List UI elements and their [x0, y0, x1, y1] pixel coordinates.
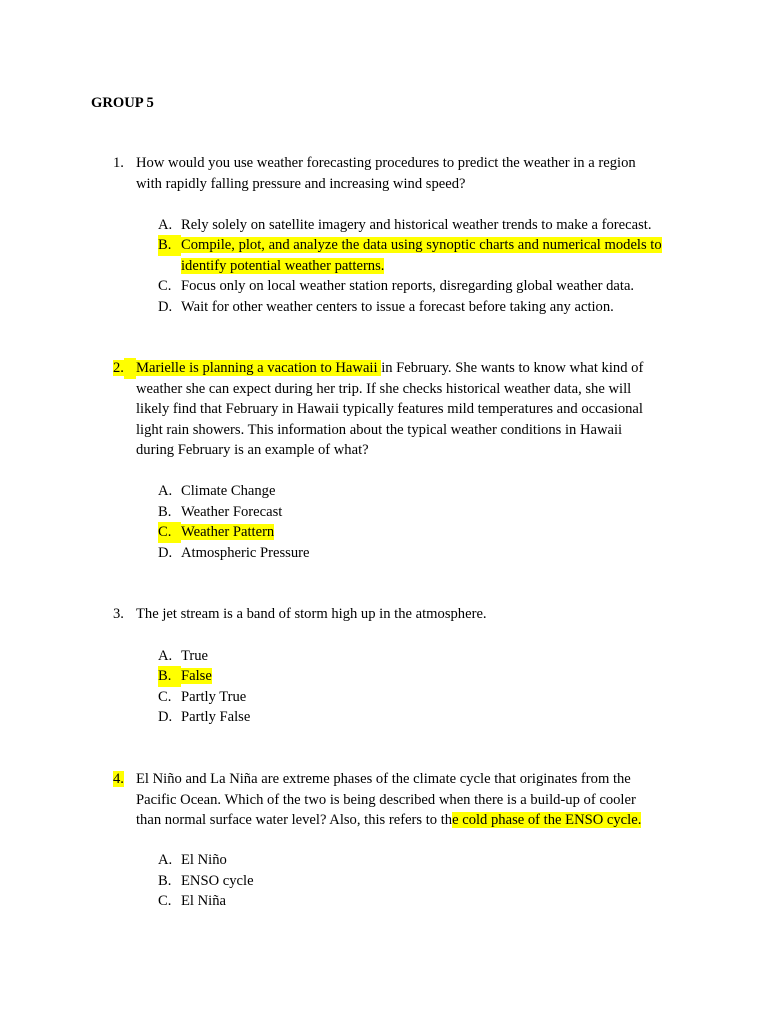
- option-text: El Niña: [181, 893, 226, 909]
- option-letter: A.: [158, 217, 173, 233]
- question-1-number: 1.: [113, 155, 124, 171]
- question-3-line-1: The jet stream is a band of storm high up in the atmosphere.: [136, 606, 487, 622]
- option-text: False: [181, 668, 212, 684]
- question-4-option-c: [158, 891, 226, 912]
- option-text: ENSO cycle: [181, 873, 254, 889]
- option-letter: C.: [158, 278, 172, 294]
- question-4-line-2: Pacific Ocean. Which of the two is being described when there is a build-up of cooler: [136, 791, 636, 808]
- option-text: Focus only on local weather station reports, disregarding global weather data.: [181, 278, 635, 294]
- option-letter: D.: [158, 545, 173, 561]
- question-3-text: [136, 604, 696, 625]
- question-4-highlight: e cold phase of the ENSO cycle.: [452, 812, 642, 829]
- question-4-line-3: than normal surface water level? Also, this refers to the cold phase of the ENSO cycle.: [136, 812, 642, 829]
- option-letter: D.: [158, 709, 173, 725]
- question-4-text: [136, 769, 696, 831]
- question-2-option-b: [158, 502, 282, 523]
- question-1-text: [136, 153, 696, 194]
- question-1-option-c: [158, 276, 634, 297]
- question-3-option-d: [158, 707, 250, 728]
- option-letter: C.: [158, 522, 181, 543]
- question-2-option-d: [158, 543, 309, 564]
- option-letter: B.: [158, 235, 181, 256]
- question-2-number: 2.: [113, 358, 136, 379]
- option-text: Weather Pattern: [181, 524, 275, 540]
- question-1-option-a: [158, 215, 652, 236]
- question-4-option-a: [158, 850, 227, 871]
- option-text: Partly False: [181, 709, 251, 725]
- question-2-line-5: during February is an example of what?: [136, 442, 369, 459]
- question-3-option-a: [158, 646, 208, 667]
- option-line-1: Compile, plot, and analyze the data using synoptic charts and numerical models to: [181, 237, 662, 253]
- option-text: El Niño: [181, 852, 227, 868]
- question-2-highlight: Marielle is planning a vacation to Hawaii: [136, 360, 382, 376]
- option-letter: C.: [158, 689, 172, 705]
- option-text: [181, 235, 698, 276]
- option-letter: A.: [158, 648, 173, 664]
- option-letter: A.: [158, 483, 173, 499]
- question-1-line-1: How would you use weather forecasting procedures to predict the weather in a region: [136, 155, 636, 171]
- option-letter: B.: [158, 666, 181, 687]
- question-2-line-4: light rain showers. This information about the typical weather conditions in Hawaii: [136, 421, 623, 438]
- option-letter: A.: [158, 852, 173, 868]
- option-text: Weather Forecast: [181, 504, 283, 520]
- question-1-line-2: with rapidly falling pressure and increasing wind speed?: [136, 175, 466, 192]
- option-letter: B.: [158, 873, 172, 889]
- option-letter: D.: [158, 299, 173, 315]
- question-3-number: 3.: [113, 606, 124, 622]
- question-4-line-1: El Niño and La Niña are extreme phases of the climate cycle that originates from the: [136, 771, 631, 787]
- question-1-option-d: [158, 297, 614, 318]
- option-text: Wait for other weather centers to issue a forecast before taking any action.: [181, 299, 614, 315]
- option-text: Rely solely on satellite imagery and historical weather trends to make a forecast.: [181, 217, 652, 233]
- question-2-line-3: likely find that February in Hawaii typically features mild temperatures and occasional: [136, 401, 643, 418]
- document-title: GROUP 5: [91, 95, 154, 111]
- option-text: Atmospheric Pressure: [181, 545, 310, 561]
- question-2-option-c: [158, 522, 274, 543]
- option-line-2: identify potential weather patterns.: [181, 257, 385, 274]
- question-4-number: 4.: [113, 771, 124, 787]
- question-4-option-b: [158, 871, 254, 892]
- question-3-option-c: [158, 687, 246, 708]
- option-letter: C.: [158, 893, 172, 909]
- question-2-line-2: weather she can expect during her trip. If she checks historical weather data, she will: [136, 380, 632, 397]
- question-2-text: [136, 358, 696, 461]
- option-letter: B.: [158, 504, 172, 520]
- question-3-option-b: [158, 666, 212, 687]
- question-2-option-a: [158, 481, 275, 502]
- option-text: True: [181, 648, 209, 664]
- question-1-option-b: [158, 235, 698, 276]
- option-text: Partly True: [181, 689, 247, 705]
- question-2-line-1: Marielle is planning a vacation to Hawaii in February. She wants to know what kind of: [136, 360, 644, 376]
- option-text: Climate Change: [181, 483, 276, 499]
